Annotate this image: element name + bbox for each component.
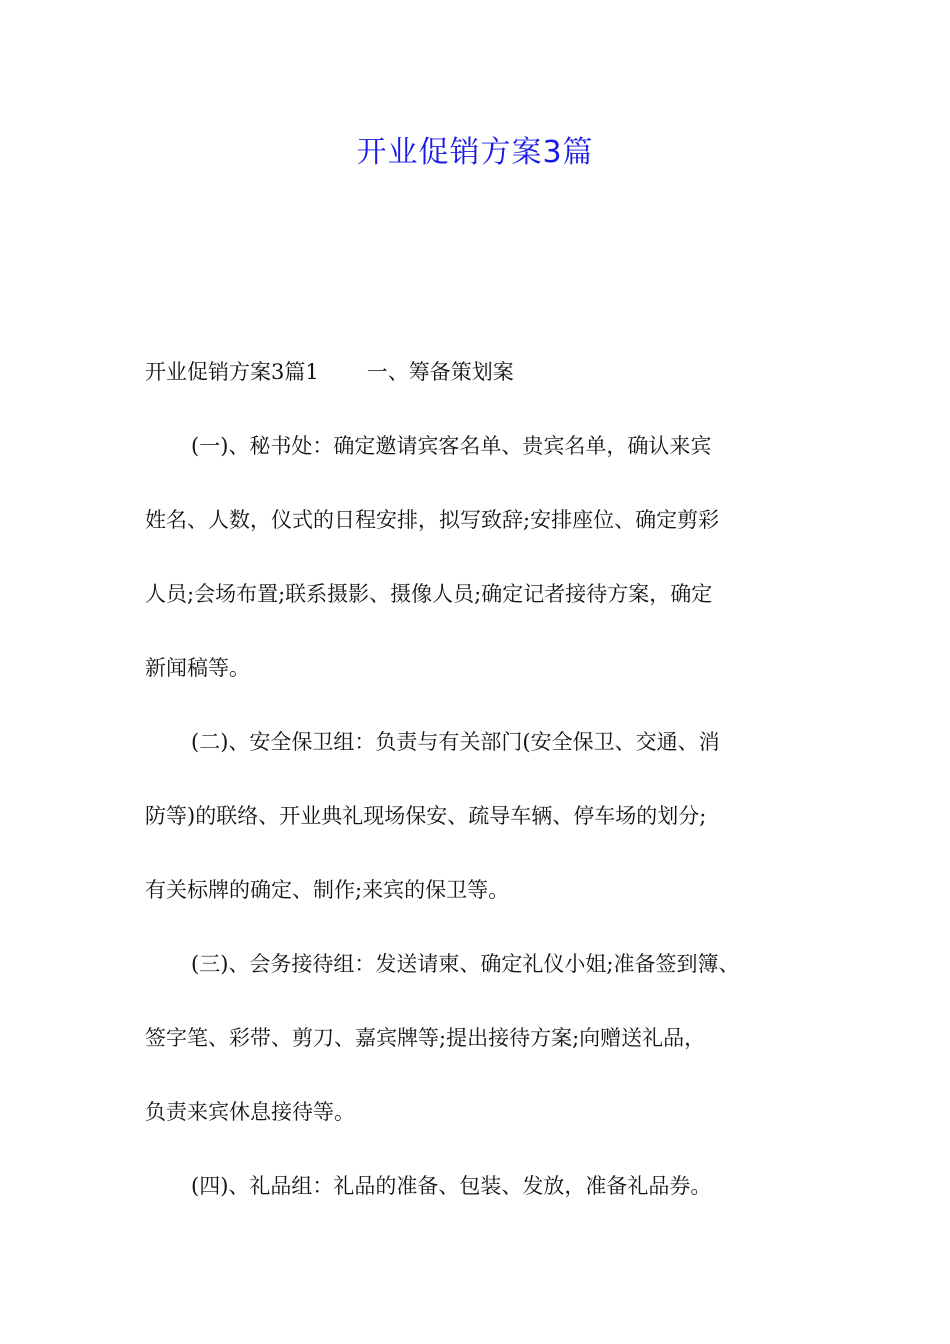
document-title: 开业促销方案3篇 (356, 135, 594, 170)
section-label: 开业促销方案3篇1 (145, 360, 319, 384)
paragraph-secretariat (145, 409, 835, 705)
paragraph-security (145, 705, 835, 927)
section-heading: 一、筹备策划案 (366, 360, 514, 384)
paragraph-line: 姓名、人数，仪式的日程安排，拟写致辞;安排座位、确定剪彩 (145, 508, 720, 532)
paragraph-line: 有关标牌的确定、制作;来宾的保卫等。 (145, 878, 510, 902)
paragraph-line: 负责来宾休息接待等。 (145, 1100, 355, 1124)
paragraph-line: 签字笔、彩带、剪刀、嘉宾牌等;提出接待方案;向赠送礼品， (145, 1026, 706, 1050)
section-heading-line (145, 335, 835, 409)
paragraph-line: 防等)的联络、开业典礼现场保安、疏导车辆、停车场的划分; (145, 804, 707, 828)
paragraph-line: (四)、礼品组：礼品的准备、包装、发放，准备礼品券。 (191, 1174, 712, 1198)
paragraph-line: 新闻稿等。 (145, 656, 250, 680)
paragraph-line: (二)、安全保卫组：负责与有关部门(安全保卫、交通、消 (191, 730, 720, 754)
paragraph-reception (145, 927, 835, 1149)
document-body (145, 335, 835, 1223)
paragraph-line: (三)、会务接待组：发送请柬、确定礼仪小姐;准备签到簿、 (191, 952, 740, 976)
paragraph-line: (一)、秘书处：确定邀请宾客名单、贵宾名单，确认来宾 (191, 434, 712, 458)
paragraph-gifts (145, 1149, 835, 1223)
paragraph-line: 人员;会场布置;联系摄影、摄像人员;确定记者接待方案，确定 (145, 582, 713, 606)
